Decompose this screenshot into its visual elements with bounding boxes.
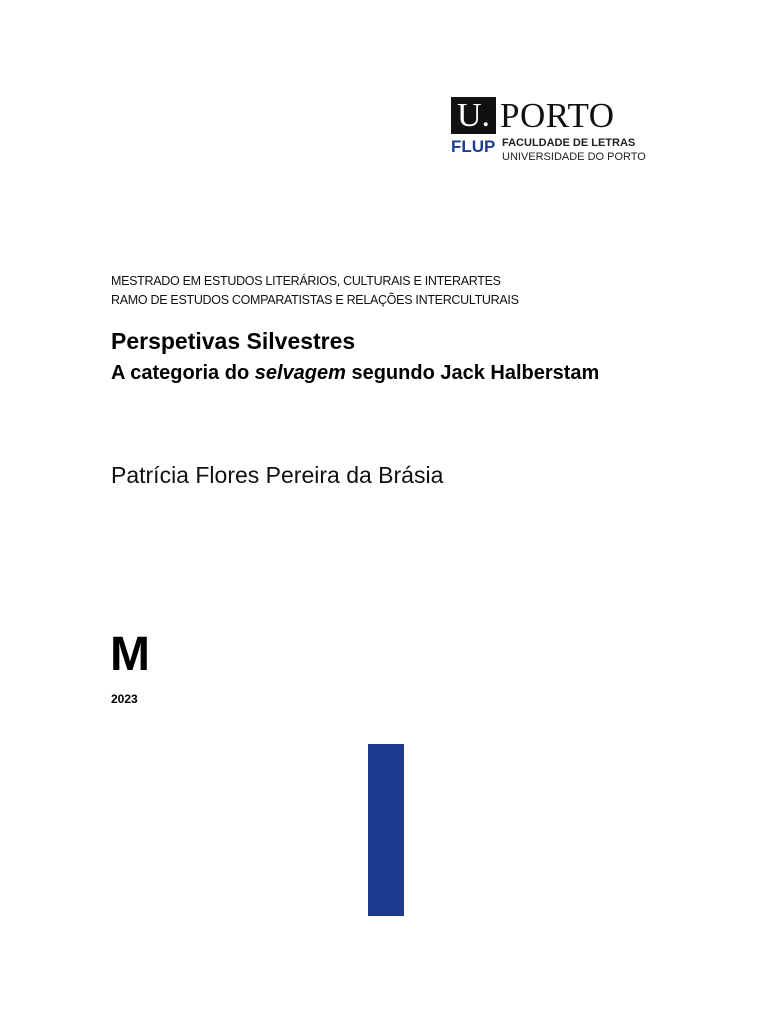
logo-faculty-text: FACULDADE DE LETRAS	[502, 137, 636, 149]
subtitle-before: A categoria do	[111, 362, 255, 384]
logo-porto-text: PORTO	[500, 96, 615, 135]
subtitle-emphasis: selvagem	[254, 362, 346, 384]
degree-letter: M	[110, 628, 150, 681]
logo-university-text: UNIVERSIDADE DO PORTO	[502, 151, 646, 163]
program-line-1: MESTRADO EM ESTUDOS LITERÁRIOS, CULTURAIS E INTERARTES	[111, 274, 501, 288]
author-name: Patrícia Flores Pereira da Brásia	[111, 462, 444, 488]
logo-u-box: U.	[451, 97, 496, 134]
logo-flup-text: FLUP	[451, 137, 496, 156]
program-block	[111, 272, 519, 310]
program-line-2: RAMO DE ESTUDOS COMPARATISTAS E RELAÇÕES INTERCULTURAIS	[111, 293, 519, 307]
subtitle-after: segundo Jack Halberstam	[345, 362, 600, 384]
uporto-flup-logo	[451, 97, 661, 167]
decorative-blue-bar	[368, 744, 404, 916]
year: 2023	[111, 692, 138, 706]
thesis-title: Perspetivas Silvestres	[111, 328, 356, 354]
thesis-subtitle	[111, 359, 599, 387]
